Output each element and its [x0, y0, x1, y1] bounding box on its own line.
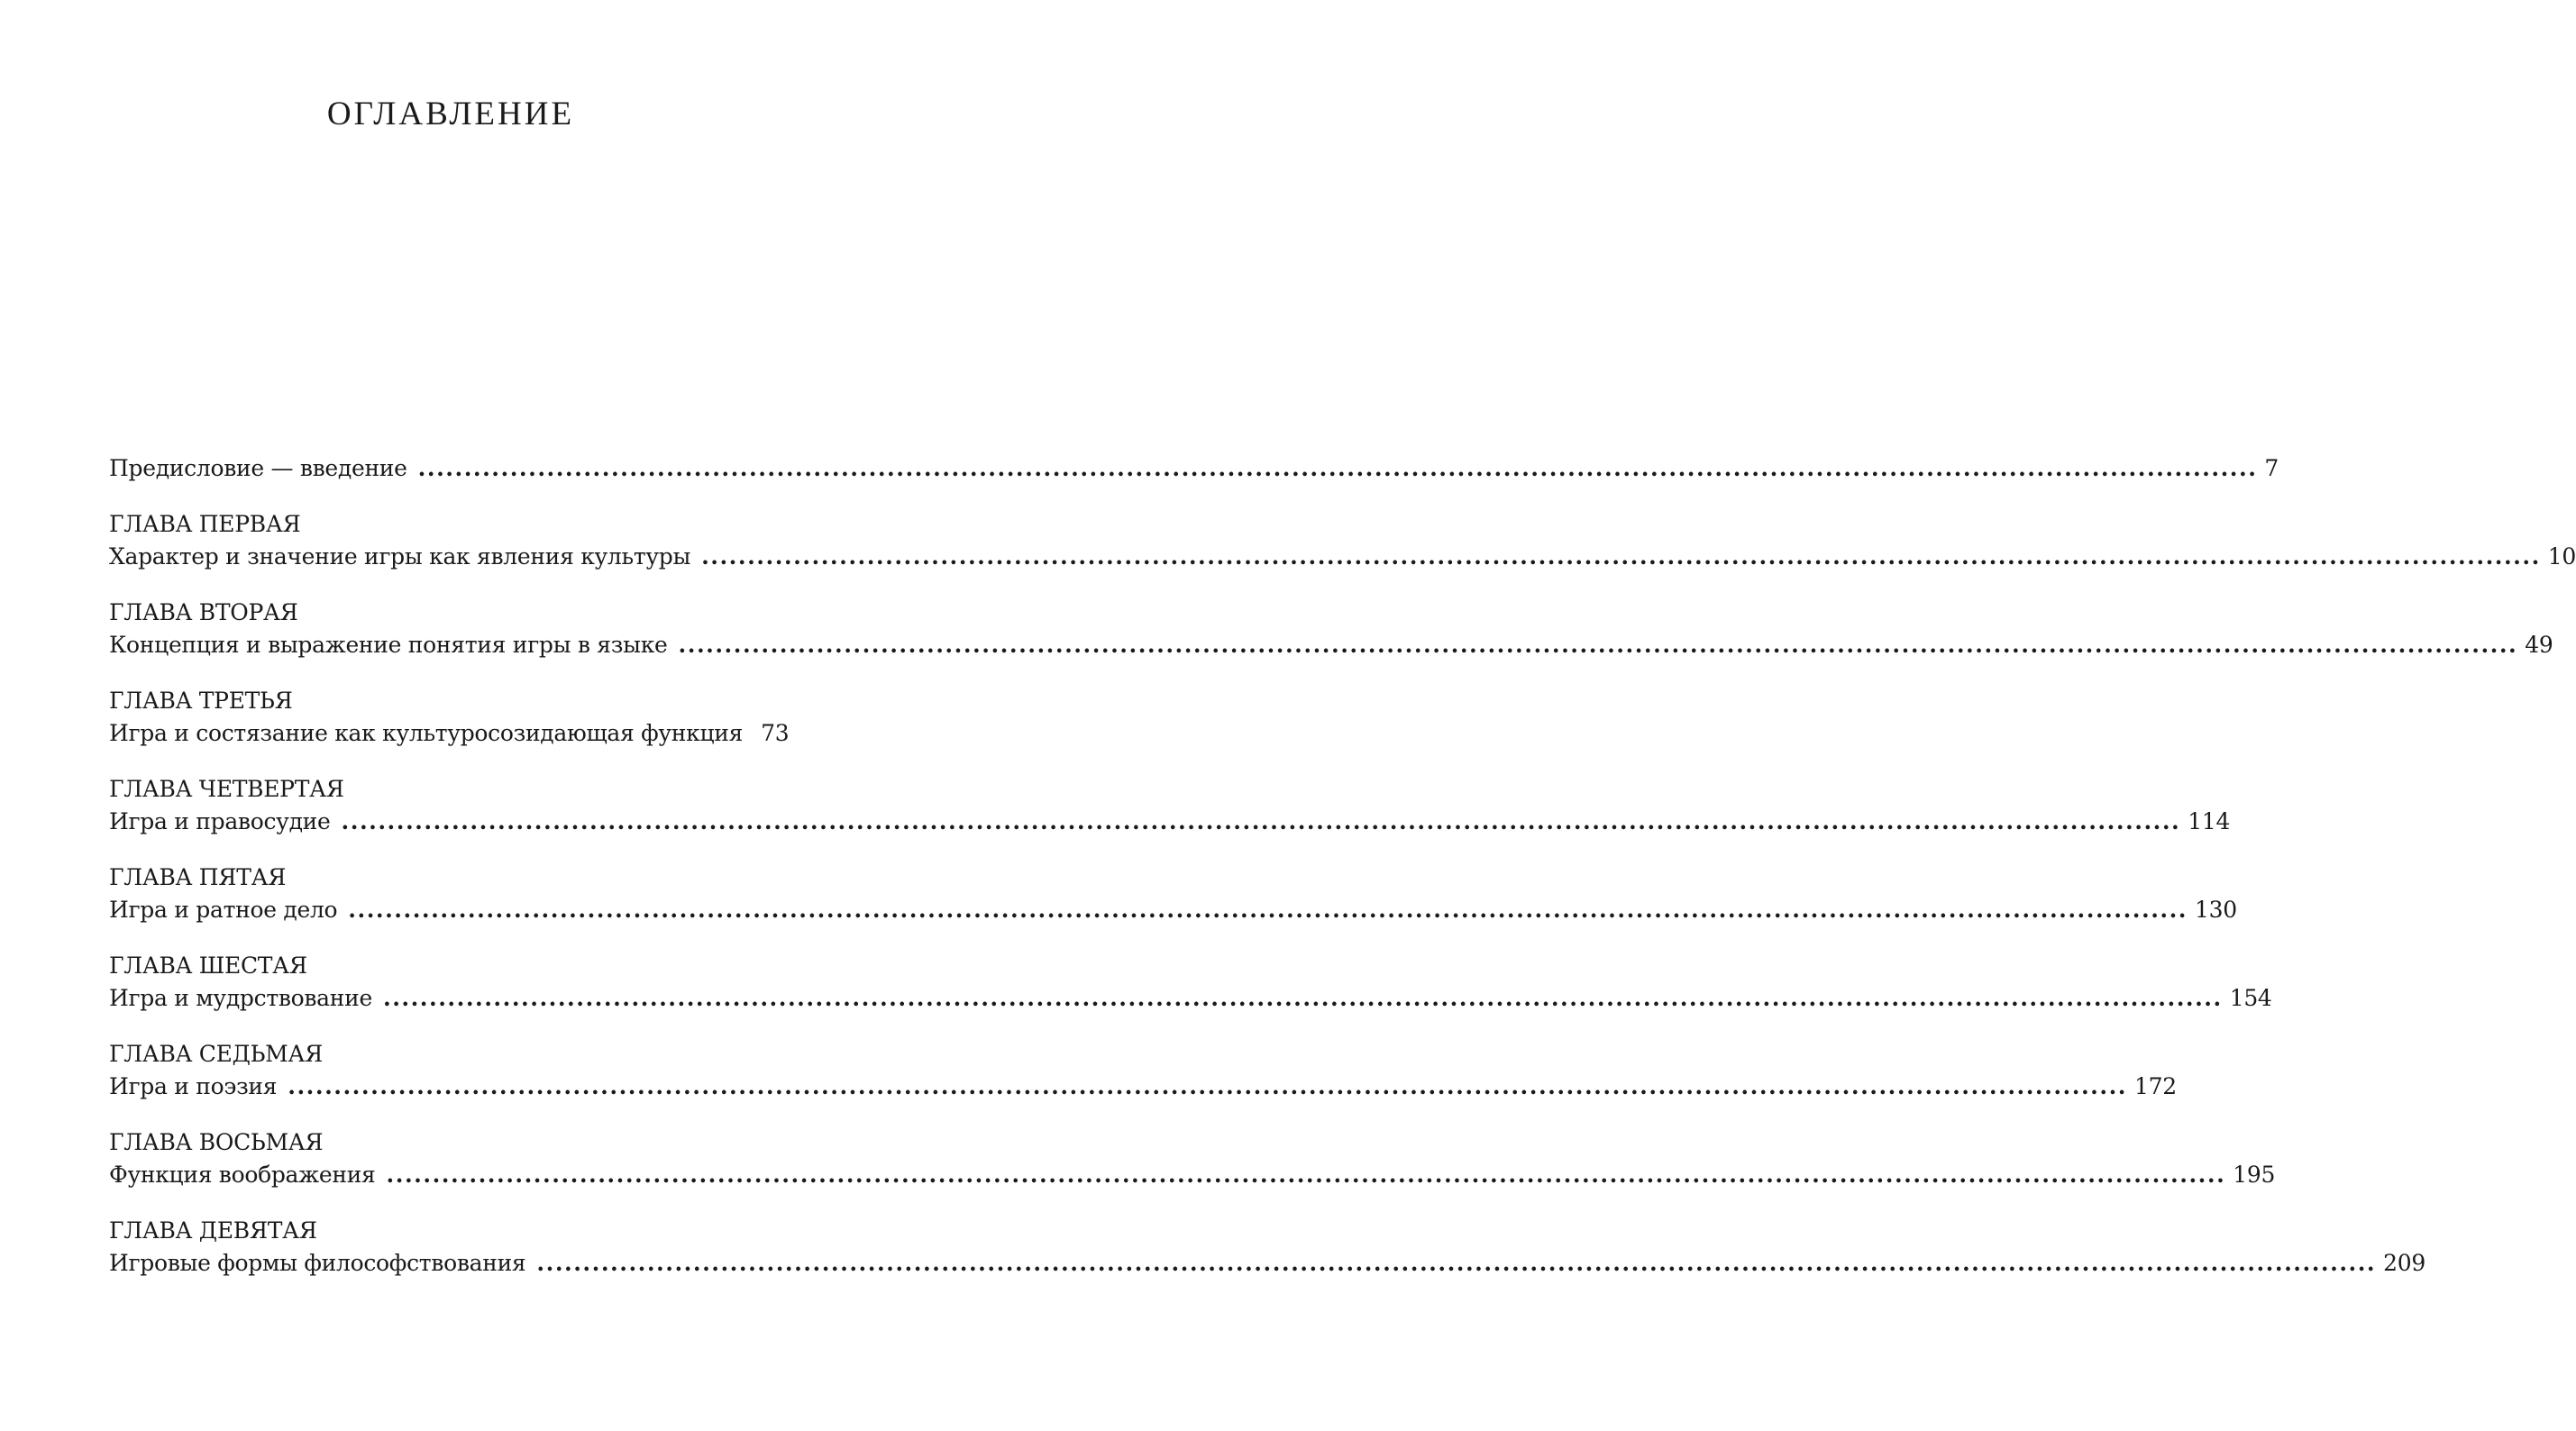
toc-entry-title: Игра и правосудие: [109, 808, 331, 834]
dot-leader: ........................................................................................................................................................................................................: [288, 1073, 2127, 1099]
page-title: ОГЛАВЛЕНИЕ: [326, 96, 575, 132]
chapter-label: ГЛАВА ПЯТАЯ: [109, 864, 287, 890]
toc-page-number: 114: [2188, 808, 2231, 834]
toc-line[interactable]: [109, 453, 2279, 484]
toc-entry-chapter-8: [109, 1127, 2276, 1190]
toc-entry-title: Предисловие — введение: [109, 455, 407, 481]
toc-line[interactable]: [109, 630, 2553, 661]
toc-entry-title: Характер и значение игры как явления культуры: [109, 543, 691, 570]
toc-entry-title: Игра и мудрствование: [109, 985, 372, 1011]
toc-line[interactable]: [109, 1248, 2425, 1279]
toc-entry-title: Игровые формы философствования: [109, 1250, 526, 1276]
chapter-label: ГЛАВА ДЕВЯТАЯ: [109, 1217, 317, 1244]
dot-leader: ........................................................................................................................................................................................................: [341, 808, 2181, 834]
dot-leader: ........................................................................................................................................................................................................: [382, 985, 2223, 1011]
dot-leader: ........................................................................................................................................................................................................: [701, 543, 2541, 570]
chapter-label: ГЛАВА ШЕСТАЯ: [109, 952, 307, 979]
toc-line[interactable]: [109, 542, 2576, 572]
toc-entry-chapter-1: [109, 509, 2576, 572]
dot-leader: ........................................................................................................................................................................................................: [348, 897, 2188, 923]
toc-line[interactable]: [109, 895, 2237, 925]
toc-page-number: 154: [2229, 985, 2272, 1011]
chapter-label: ГЛАВА ПЕРВАЯ: [109, 511, 301, 537]
toc-page-number: 10: [2547, 543, 2576, 570]
table-of-contents: [109, 453, 2576, 1279]
toc-line[interactable]: [109, 807, 2231, 837]
toc-line[interactable]: [109, 718, 789, 749]
chapter-label: ГЛАВА ЧЕТВЕРТАЯ: [109, 776, 344, 802]
toc-entry-chapter-4: [109, 774, 2231, 837]
toc-entry-title: Игра и состязание как культуросозидающая функция: [109, 720, 744, 746]
chapter-label: ГЛАВА ВТОРАЯ: [109, 599, 298, 625]
toc-entry-preface: [109, 453, 2279, 484]
chapter-label: ГЛАВА ВОСЬМАЯ: [109, 1129, 324, 1155]
dot-leader: ........................................................................................................................................................................................................: [386, 1162, 2226, 1188]
toc-line[interactable]: [109, 1160, 2276, 1190]
toc-line[interactable]: [109, 1071, 2177, 1102]
toc-page-number: 172: [2133, 1073, 2177, 1099]
toc-page-number: 7: [2264, 455, 2279, 481]
chapter-label: ГЛАВА СЕДЬМАЯ: [109, 1041, 323, 1067]
toc-entry-chapter-5: [109, 862, 2237, 925]
toc-entry-title: Игра и ратное дело: [109, 897, 338, 923]
dot-leader: ........................................................................................................................................................................................................: [536, 1250, 2377, 1276]
toc-entry-chapter-9: [109, 1216, 2425, 1279]
toc-page-number: 73: [761, 720, 790, 746]
toc-line[interactable]: [109, 983, 2272, 1014]
toc-page-number: 195: [2233, 1162, 2276, 1188]
toc-entry-chapter-3: [109, 686, 789, 749]
toc-entry-title: Функция воображения: [109, 1162, 376, 1188]
toc-entry-chapter-7: [109, 1039, 2177, 1102]
dot-leader: ........................................................................................................................................................................................................: [417, 455, 2258, 481]
chapter-label: ГЛАВА ТРЕТЬЯ: [109, 688, 293, 714]
toc-entry-title: Игра и поэзия: [109, 1073, 278, 1099]
toc-page-number: 130: [2195, 897, 2237, 923]
toc-page-number: 209: [2383, 1250, 2425, 1276]
toc-entry-chapter-2: [109, 597, 2553, 661]
toc-entry-title: Концепция и выражение понятия игры в языке: [109, 632, 668, 658]
toc-page-number: 49: [2525, 632, 2553, 658]
dot-leader: ........................................................................................................................................................................................................: [678, 632, 2518, 658]
toc-entry-chapter-6: [109, 951, 2272, 1014]
